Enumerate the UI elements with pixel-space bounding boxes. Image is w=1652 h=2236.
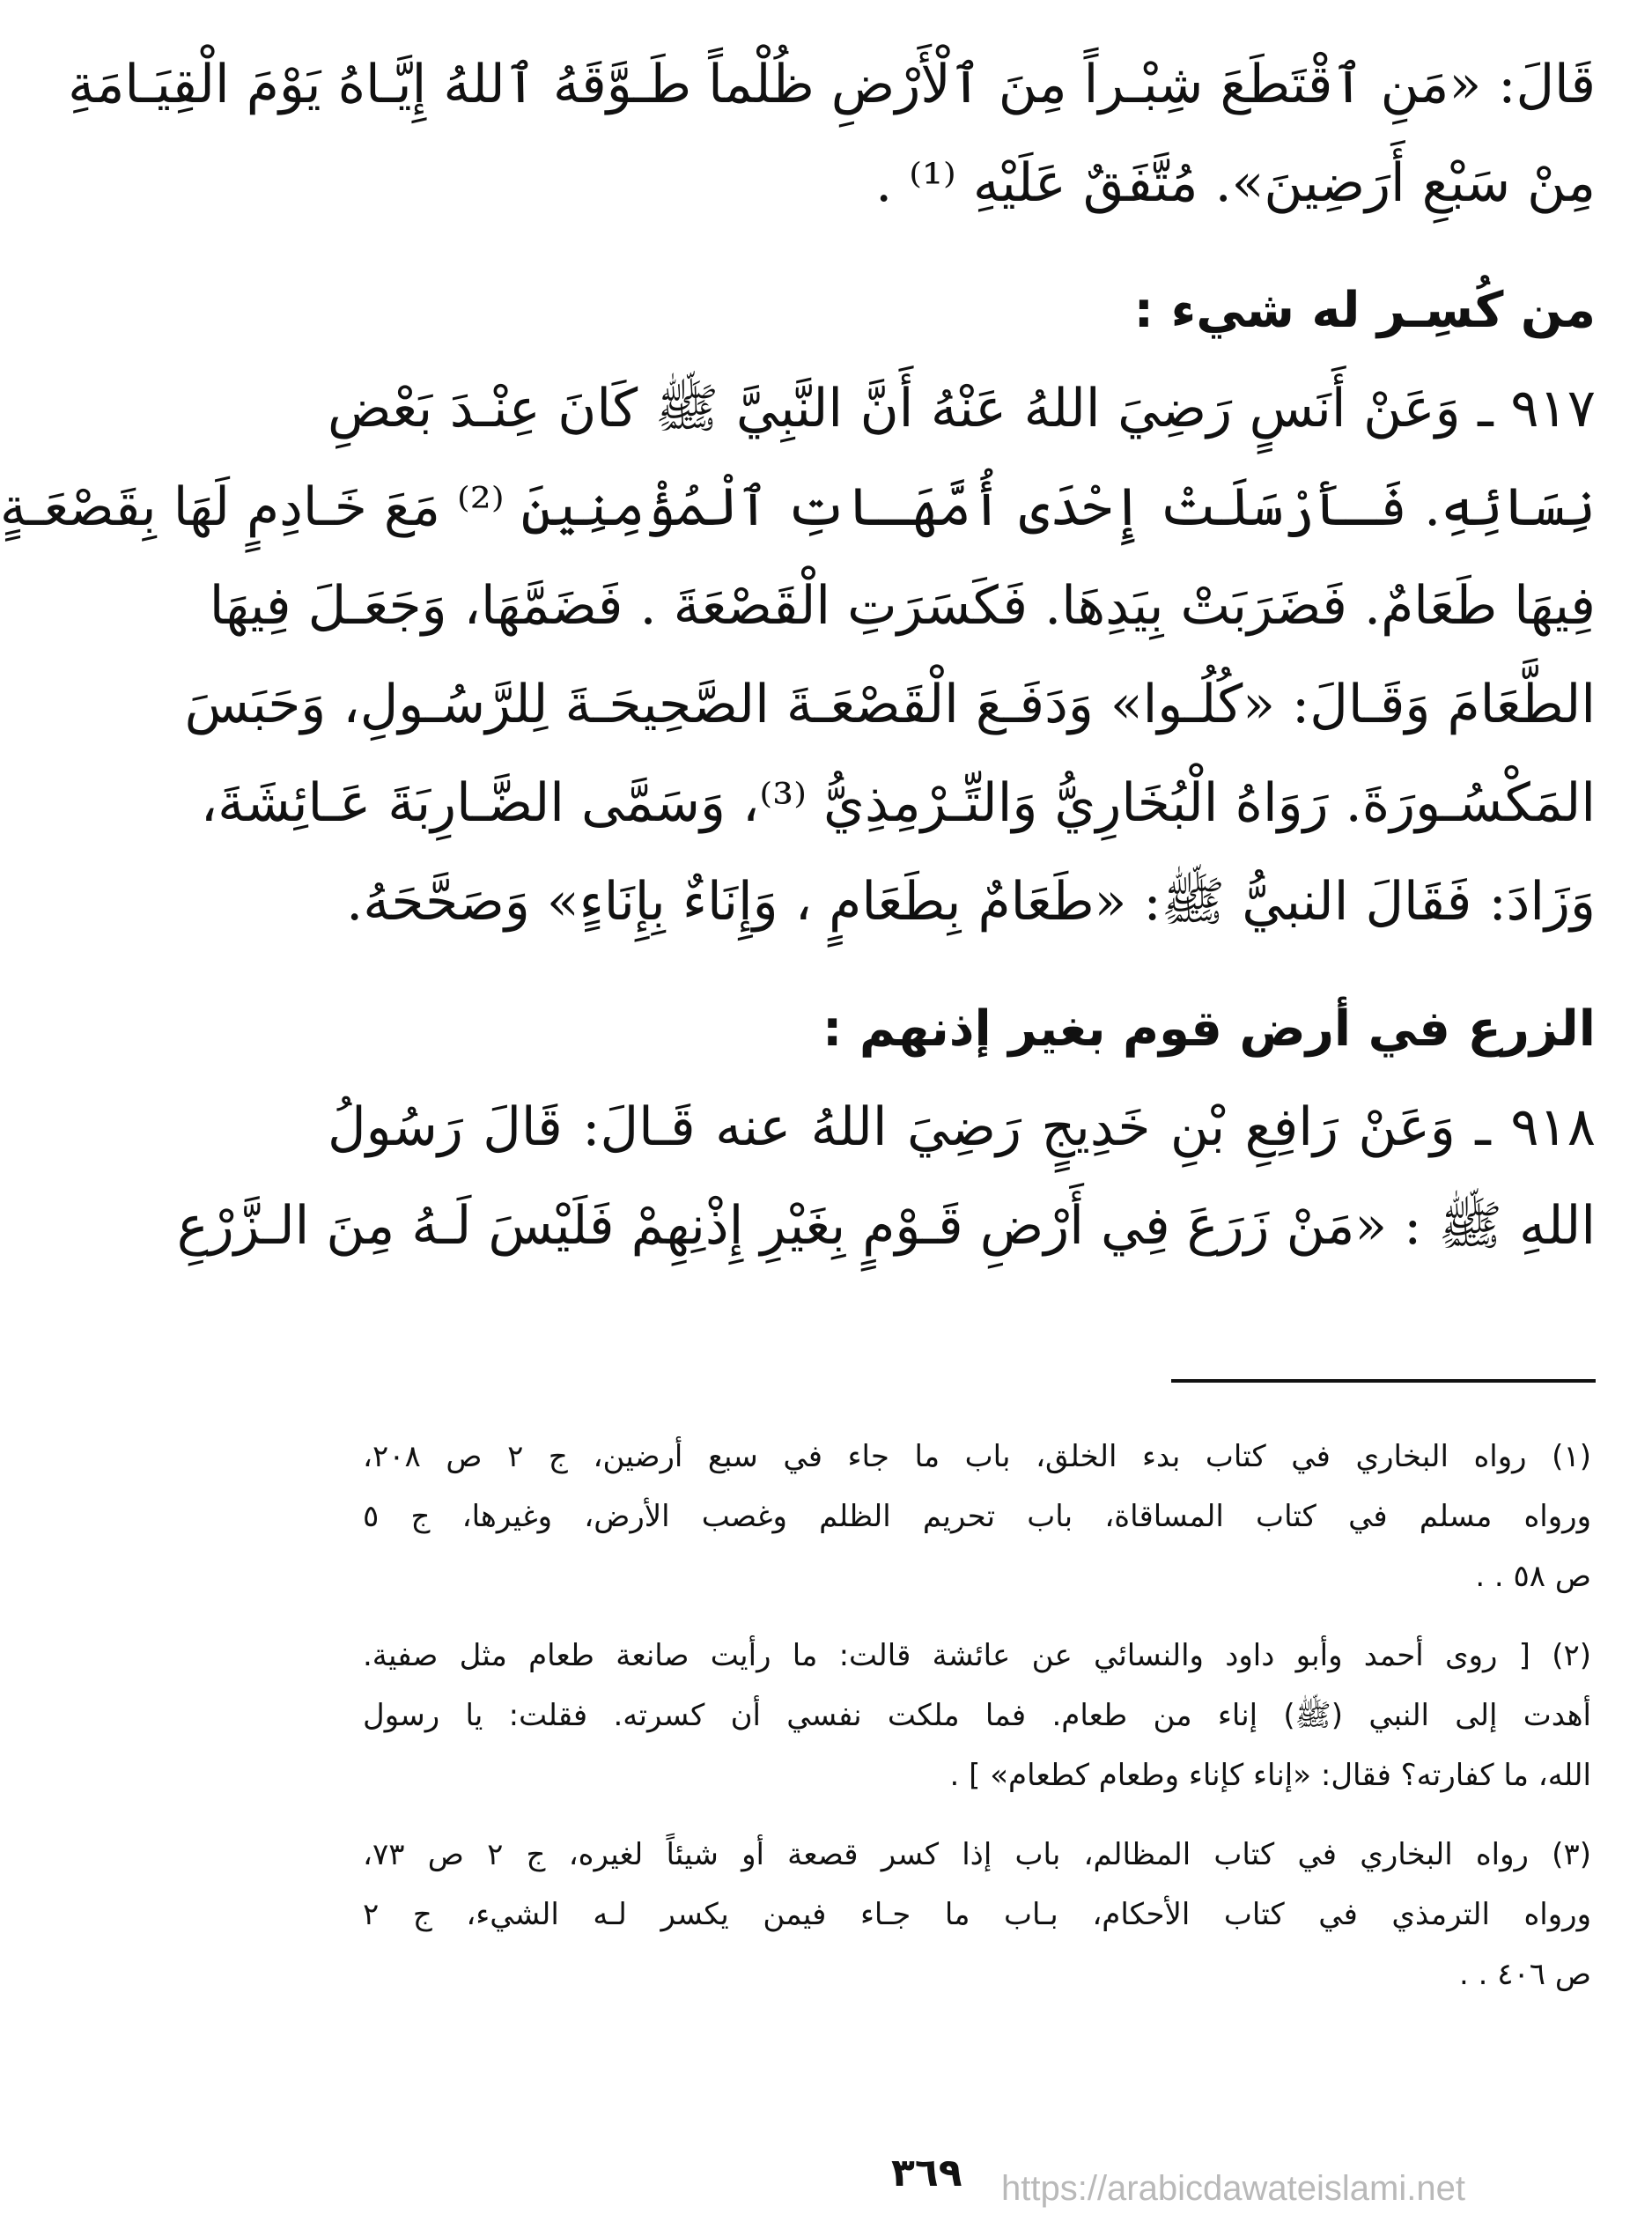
footnote-line: (٢) [ روى أحمد وأبو داود والنسائي عن عائشة قالت: ما رأيت صانعة طعام مثل صفية. (363, 1638, 1591, 1673)
footnote-line: ص ٤٠٦ . . (1459, 1957, 1591, 1992)
text-line: قَالَ: «مَنِ ٱقْتَطَعَ شِبْـراً مِنَ ٱلْأَرْضِ ظُلْماً طَـوَّقَهُ ٱللهُ إِيَّـاهُ يَوْمَ الْقِيَـامَةِ (68, 54, 1596, 115)
text-line: المَكْسُـورَةَ. رَوَاهُ الْبُخَارِيُّ وَالتِّـرْمِذِيُّ ⁽³⁾، وَسَمَّى الضَّـارِبَةَ عَـائِشَةَ، (200, 772, 1596, 834)
page-number: ٣٦٩ (891, 2151, 962, 2195)
footnote-line: (١) رواه البخاري في كتاب بدء الخلق، باب ما جاء في سبع أرضين، ج ٢ ص ٢٠٨، (363, 1439, 1591, 1474)
section-heading: الزرع في أرض قوم بغير إذنهم : (822, 1000, 1596, 1058)
text-line: ٩١٨ ـ وَعَنْ رَافِعِ بْنِ خَدِيجٍ رَضِيَ اللهُ عنه قَـالَ: قَالَ رَسُولُ (328, 1096, 1596, 1158)
text-line: ٩١٧ ـ وَعَنْ أَنَسٍ رَضِيَ اللهُ عَنْهُ أَنَّ النَّبِيَّ ﷺ كَانَ عِنْـدَ بَعْضِ (328, 378, 1596, 439)
text-line: وَزَادَ: فَقَالَ النبيُّ ﷺ: «طَعَامٌ بِطَعَامٍ ، وَإِنَاءٌ بِإِنَاءٍ» وَصَحَّحَهُ. (346, 871, 1596, 933)
footnote-line: ورواه الترمذي في كتاب الأحكام، بـاب ما جـاء فيمن يكسر لـه الشيء، ج ٢ (363, 1897, 1591, 1932)
footnote-line: ورواه مسلم في كتاب المساقاة، باب تحريم الظلم وغصب الأرض، وغيرها، ج ٥ (363, 1499, 1591, 1534)
footnote-line: أهدت إلى النبي (ﷺ) إناء من طعام. فما ملكت نفسي أن كسرته. فقلت: يا رسول (363, 1698, 1591, 1733)
text-line: اللهِ ﷺ : «مَنْ زَرَعَ فِي أَرْضِ قَـوْمٍ بِغَيْرِ إِذْنِهِمْ فَلَيْسَ لَـهُ مِنَ الـزَّرْعِ (176, 1195, 1596, 1257)
text-line: نِسَائِهِ. فَـأَرْسَلَتْ إِحْدَى أُمَّهَـاتِ ٱلْمُؤْمِنِينَ ⁽²⁾ مَعَ خَـادِمٍ لَهَا بِقَصْعَـةٍ (0, 476, 1596, 538)
footnotes (363, 1427, 1591, 2024)
section-heading: من كُسِـر له شيء : (1133, 282, 1596, 339)
text-line: مِنْ سَبْعِ أَرَضِينَ». مُتَّفَقٌ عَلَيْهِ ⁽¹⁾ . (875, 152, 1596, 214)
main-text (0, 35, 1596, 1275)
footnote (363, 1825, 1591, 2004)
footnote (363, 1626, 1591, 1805)
footnote-line: الله، ما كفارته؟ فقال: «إناء كإناء وطعام كطعام» ] . (949, 1758, 1591, 1793)
footnote-divider (1171, 1379, 1596, 1383)
text-line: فِيهَا طَعَامٌ. فَضَرَبَتْ بِيَدِهَا. فَكَسَرَتِ الْقَصْعَةَ . فَضَمَّهَا، وَجَعَـلَ فِيهَا (209, 575, 1596, 637)
footnote-line: (٣) رواه البخاري في كتاب المظالم، باب إذا كسر قصعة أو شيئاً لغيره، ج ٢ ص ٧٣، (363, 1837, 1591, 1872)
text-line: الطَّعَامَ وَقَـالَ: «كُلُـوا» وَدَفَـعَ الْقَصْعَـةَ الصَّحِيحَـةَ لِلرَّسُـولِ، وَحَبَسَ (184, 674, 1596, 735)
footnote (363, 1427, 1591, 1606)
footnote-line: ص ٥٨ . . (1475, 1559, 1591, 1594)
watermark-url: https://arabicdawateislami.net (1001, 2169, 1465, 2208)
